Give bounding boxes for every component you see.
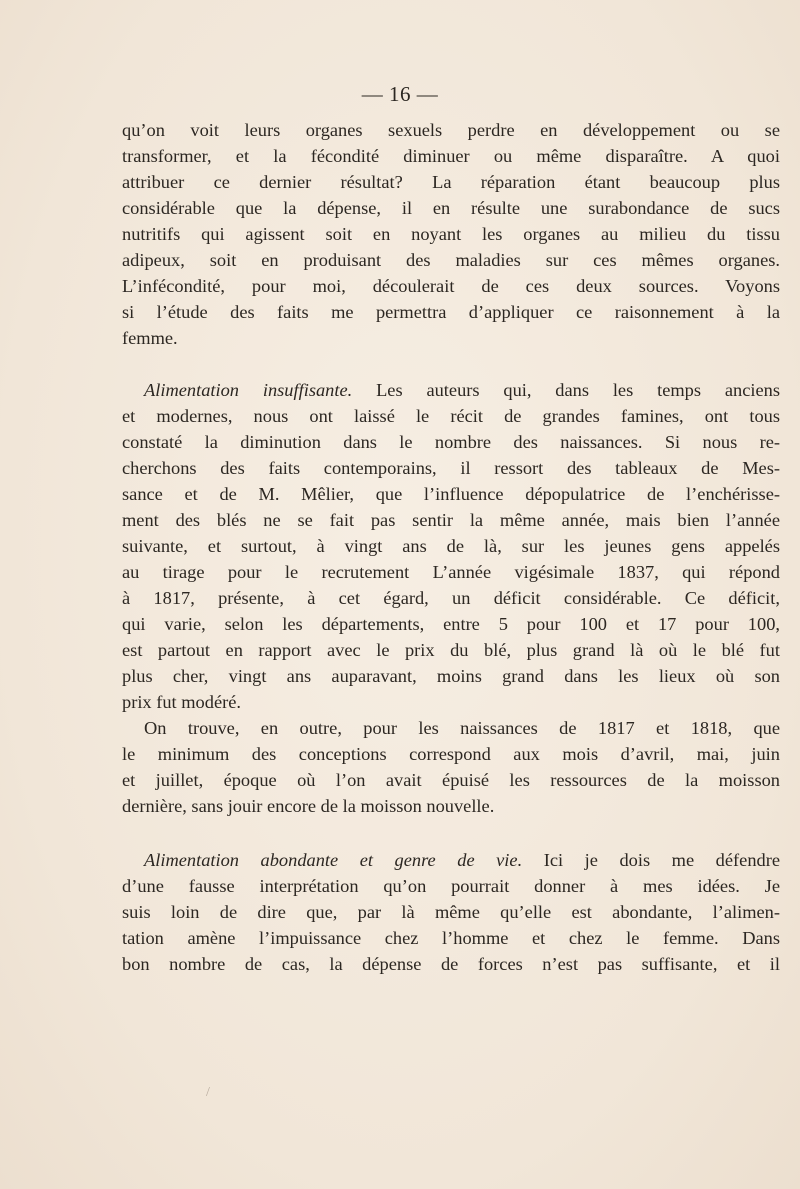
paragraph1-line: considérable que la dépense, il en résulte une surabondance de sucs [122, 198, 780, 218]
paragraph2-line: suivante, et surtout, à vingt ans de là, sur les jeunes gens appelés [122, 536, 780, 556]
paragraph2-line: au tirage pour le recrutement L’année vigésimale 1837, qui répond [122, 562, 780, 582]
paragraph2-line: cherchons des faits contemporains, il ressort des tableaux de Mes- [122, 458, 780, 478]
paragraph2-line: plus cher, vingt ans auparavant, moins grand dans les lieux où son [122, 666, 780, 686]
paragraph4-line: tation amène l’impuissance chez l’homme et chez le femme. Dans [122, 928, 780, 948]
paragraph4-line: bon nombre de cas, la dépense de forces n’est pas suffisante, et il [122, 954, 780, 974]
paper-speck: / [206, 1085, 210, 1100]
paragraph4-line: d’une fausse interprétation qu’on pourrait donner à mes idées. Je [122, 876, 780, 896]
paragraph2-line: constaté la diminution dans le nombre des naissances. Si nous re- [122, 432, 780, 452]
paragraph4-first-line-text: Ici je dois me défendre [543, 850, 780, 870]
paragraph3-line: le minimum des conceptions correspond aux mois d’avril, mai, juin [122, 744, 780, 764]
paragraph3-line: On trouve, en outre, pour les naissances de 1817 et 1818, que [144, 718, 780, 738]
paragraph3-line: et juillet, époque où l’on avait épuisé les ressources de la moisson [122, 770, 780, 790]
paragraph1-line: qu’on voit leurs organes sexuels perdre en développement ou se [122, 120, 780, 140]
paragraph2-line: ment des blés ne se fait pas sentir la même année, mais bien l’année [122, 510, 780, 530]
paragraph1-line: nutritifs qui agissent soit en noyant les organes au milieu du tissu [122, 224, 780, 244]
paragraph1-line: si l’étude des faits me permettra d’appliquer ce raisonnement à la [122, 302, 780, 322]
section-heading-alimentation-abondante: Alimentation abondante et genre de vie. [144, 850, 523, 870]
paragraph2-line: est partout en rapport avec le prix du blé, plus grand là où le blé fut [122, 640, 780, 660]
paragraph2-first-line [144, 377, 780, 403]
paragraph4-line: suis loin de dire que, par là même qu’elle est abondante, l’alimen- [122, 902, 780, 922]
paragraph1-line: transformer, et la fécondité diminuer ou même disparaître. A quoi [122, 146, 780, 166]
paragraph2-line: qui varie, selon les départements, entre 5 pour 100 et 17 pour 100, [122, 614, 780, 634]
paragraph2-first-line-text: Les auteurs qui, dans les temps anciens [376, 380, 780, 400]
paragraph4-first-line [144, 847, 780, 873]
paragraph2-line: prix fut modéré. [122, 692, 241, 712]
page-number: — 16 — [361, 82, 439, 106]
paragraph1-line: L’infécondité, pour moi, découlerait de ces deux sources. Voyons [122, 276, 780, 296]
paragraph2-line: et modernes, nous ont laissé le récit de grandes famines, ont tous [122, 406, 780, 426]
paragraph1-line: femme. [122, 328, 178, 348]
paragraph2-line: à 1817, présente, à cet égard, un déficit considérable. Ce déficit, [122, 588, 780, 608]
paragraph3-line: dernière, sans jouir encore de la moisson nouvelle. [122, 796, 495, 816]
paragraph1-line: attribuer ce dernier résultat? La réparation étant beaucoup plus [122, 172, 780, 192]
paragraph1-line: adipeux, soit en produisant des maladies sur ces mêmes organes. [122, 250, 780, 270]
paragraph2-line: sance et de M. Mêlier, que l’influence dépopulatrice de l’enchérisse- [122, 484, 780, 504]
section-heading-alimentation-insuffisante: Alimentation insuffisante. [144, 380, 353, 400]
